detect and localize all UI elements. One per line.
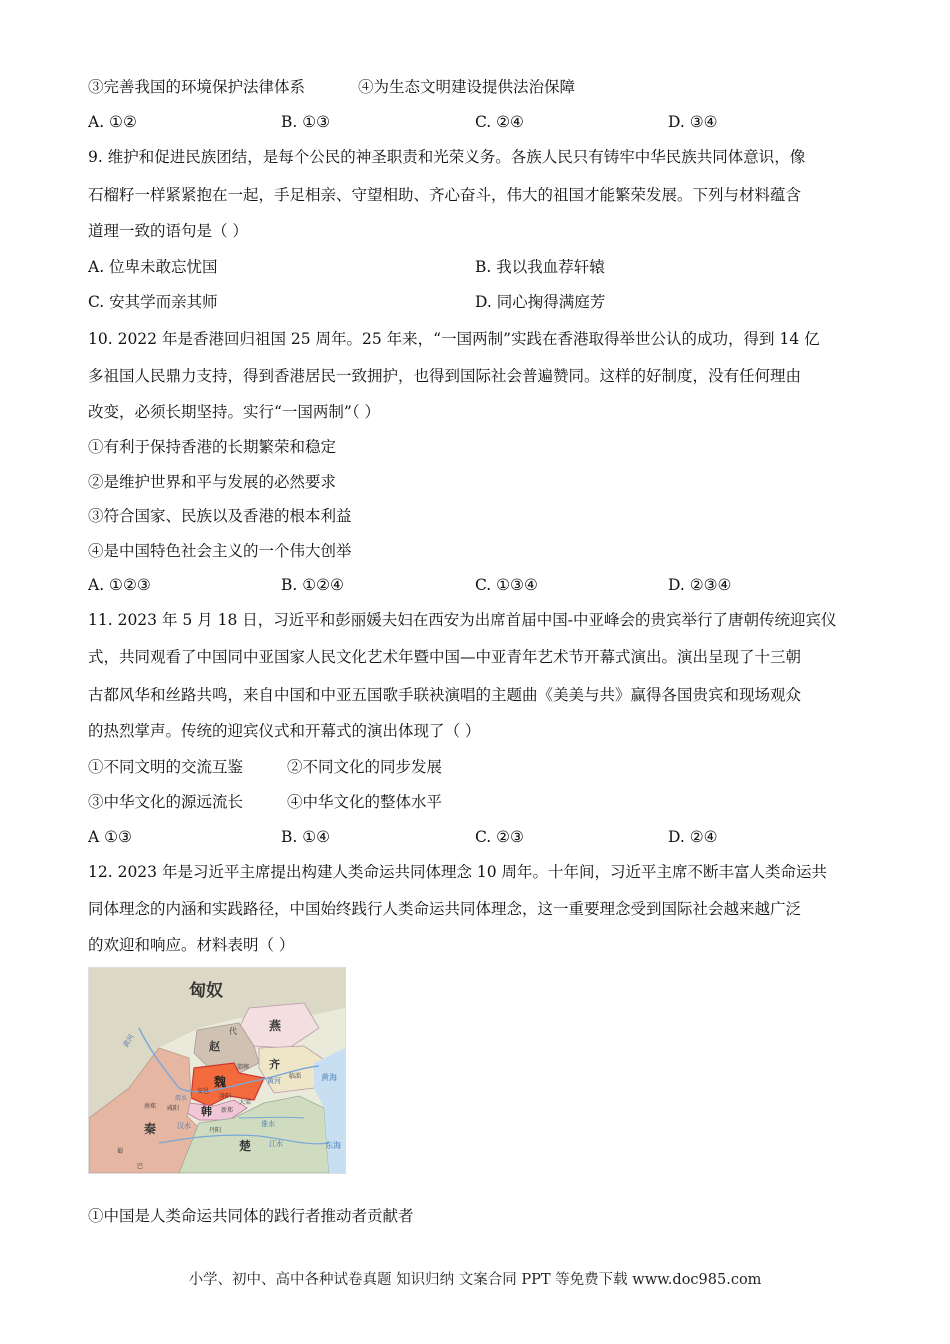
label-chu: 楚 xyxy=(239,1139,252,1153)
label-anyi: 安邑 xyxy=(197,1088,210,1095)
label-handan: 邯郸 xyxy=(237,1064,250,1071)
label-wei: 魏 xyxy=(214,1075,227,1089)
label-weishui: 渭水 xyxy=(175,1095,188,1102)
label-xinzheng: 新郑 xyxy=(221,1107,234,1114)
label-zhao: 赵 xyxy=(209,1040,220,1053)
q8-statements-row xyxy=(88,77,576,97)
q8-option-b[interactable]: B. ①③ xyxy=(281,113,331,131)
q8-statement-3: ③完善我国的环境保护法律体系 xyxy=(88,78,306,96)
q11-stem-line-2: 式，共同观看了中国同中亚国家人民文化艺术年暨中国—中亚青年艺术节开幕式演出。演出呈现了十三朝 xyxy=(88,648,802,666)
q10-statement-4: ④是中国特色社会主义的一个伟大创举 xyxy=(88,542,352,560)
q10-stem-line-1: 10. 2022 年是香港回归祖国 25 周年。25 年来，“一国两制”实践在香港取得举世公认的成功，得到 14 亿 xyxy=(88,330,820,348)
q9-option-c[interactable]: C. 安其学而亲其师 xyxy=(88,293,218,311)
q11-statement-4: ④中华文化的整体水平 xyxy=(287,793,443,811)
q9-option-b[interactable]: B. 我以我血荐轩辕 xyxy=(475,258,605,276)
label-dai: 代 xyxy=(229,1027,237,1036)
page-footer: 小学、初中、高中各种试卷真题 知识归纳 文案合同 PPT 等免费下载 www.doc985.com xyxy=(188,1272,762,1288)
q9-stem-line-3: 道理一致的语句是（ ） xyxy=(88,222,248,240)
label-donghai: 东海 xyxy=(325,1141,341,1150)
q10-statement-2: ②是维护世界和平与发展的必然要求 xyxy=(88,473,337,491)
q10-option-a[interactable]: A. ①②③ xyxy=(88,576,151,594)
map-title: 匈奴 xyxy=(189,981,223,1001)
q9-stem-line-1: 9. 维护和促进民族团结，是每个公民的神圣职责和光荣义务。各族人民只有铸牢中华民族共同体意识，像 xyxy=(88,148,806,166)
label-daliang: 大梁 xyxy=(239,1099,252,1106)
q9-stem-line-2: 石榴籽一样紧紧抱在一起，手足相亲、守望相助、齐心奋斗，伟大的祖国才能繁荣发展。下列与材料蕴含 xyxy=(88,186,802,204)
label-shu: 蜀 xyxy=(117,1148,124,1155)
q10-statement-3: ③符合国家、民族以及香港的根本利益 xyxy=(88,507,352,525)
label-huaishui: 淮水 xyxy=(261,1120,275,1128)
q8-option-a[interactable]: A. ①② xyxy=(88,113,137,131)
label-xianyang: 咸阳 xyxy=(167,1105,180,1112)
label-nanzheng: 南郑 xyxy=(144,1103,157,1110)
label-huanghai: 黄海 xyxy=(321,1073,337,1082)
q8-statement-4: ④为生态文明建设提供法治保障 xyxy=(358,78,576,96)
q12-statement-1: ①中国是人类命运共同体的践行者推动者贡献者 xyxy=(88,1207,414,1225)
label-hanshui: 汉水 xyxy=(177,1122,191,1130)
label-yan: 燕 xyxy=(269,1019,282,1033)
label-luoyang: 洛阳 xyxy=(219,1093,232,1100)
map-graphic xyxy=(89,968,345,1173)
q8-option-c[interactable]: C. ②④ xyxy=(475,113,524,131)
q11-statement-2: ②不同文化的同步发展 xyxy=(287,758,443,776)
q11-option-b[interactable]: B. ①④ xyxy=(281,828,331,846)
q12-stem-line-1: 12. 2023 年是习近平主席提出构建人类命运共同体理念 10 周年。十年间，习近平主席不断丰富人类命运共 xyxy=(88,863,828,881)
q12-stem-line-2: 同体理念的内涵和实践路径，中国始终践行人类命运共同体理念，这一重要理念受到国际社会越来越广泛 xyxy=(88,900,802,918)
q11-statement-3: ③中华文化的源远流长 xyxy=(88,793,244,811)
q10-stem-line-2: 多祖国人民鼎力支持，得到香港居民一致拥护，也得到国际社会普遍赞同。这样的好制度，没有任何理由 xyxy=(88,367,802,385)
label-han: 韩 xyxy=(201,1105,212,1118)
q8-option-d[interactable]: D. ③④ xyxy=(668,113,718,131)
q11-stem-line-4: 的热烈掌声。传统的迎宾仪式和开幕式的演出体现了（ ） xyxy=(88,722,481,740)
q9-option-d[interactable]: D. 同心掬得满庭芳 xyxy=(475,293,606,311)
q11-stem-line-3: 古都风华和丝路共鸣，来自中国和中亚五国歌手联袂演唱的主题曲《美美与共》赢得各国贵宾和现场观众 xyxy=(88,686,802,704)
q10-option-d[interactable]: D. ②③④ xyxy=(668,576,732,594)
label-danyang: 丹阳 xyxy=(209,1127,222,1134)
label-qin: 秦 xyxy=(144,1122,157,1136)
label-huanghe: 黄河 xyxy=(267,1077,281,1085)
q10-statement-1: ①有利于保持香港的长期繁荣和稳定 xyxy=(88,438,337,456)
warring-states-map xyxy=(88,967,346,1174)
q11-option-d[interactable]: D. ②④ xyxy=(668,828,718,846)
q10-stem-line-3: 改变，必须长期坚持。实行“一国两制”（ ） xyxy=(88,403,381,421)
q10-option-c[interactable]: C. ①③④ xyxy=(475,576,538,594)
label-linzi: 临淄 xyxy=(289,1073,302,1080)
label-qi: 齐 xyxy=(269,1058,280,1071)
label-jiangshui: 江水 xyxy=(269,1140,283,1148)
q12-stem-line-3: 的欢迎和响应。材料表明（ ） xyxy=(88,936,295,954)
q10-option-b[interactable]: B. ①②④ xyxy=(281,576,344,594)
q11-stem-line-1: 11. 2023 年 5 月 18 日，习近平和彭丽媛夫妇在西安为出席首届中国-中亚峰会的贵宾举行了唐朝传统迎宾仪 xyxy=(88,611,837,629)
q11-statement-1: ①不同文明的交流互鉴 xyxy=(88,758,244,776)
q9-option-a[interactable]: A. 位卑未敢忘忧国 xyxy=(88,258,218,276)
label-river-west: 黄河 xyxy=(121,1032,136,1049)
q11-option-a[interactable]: A ①③ xyxy=(88,828,132,846)
label-ba: 巴 xyxy=(137,1163,144,1170)
q11-option-c[interactable]: C. ②③ xyxy=(475,828,524,846)
